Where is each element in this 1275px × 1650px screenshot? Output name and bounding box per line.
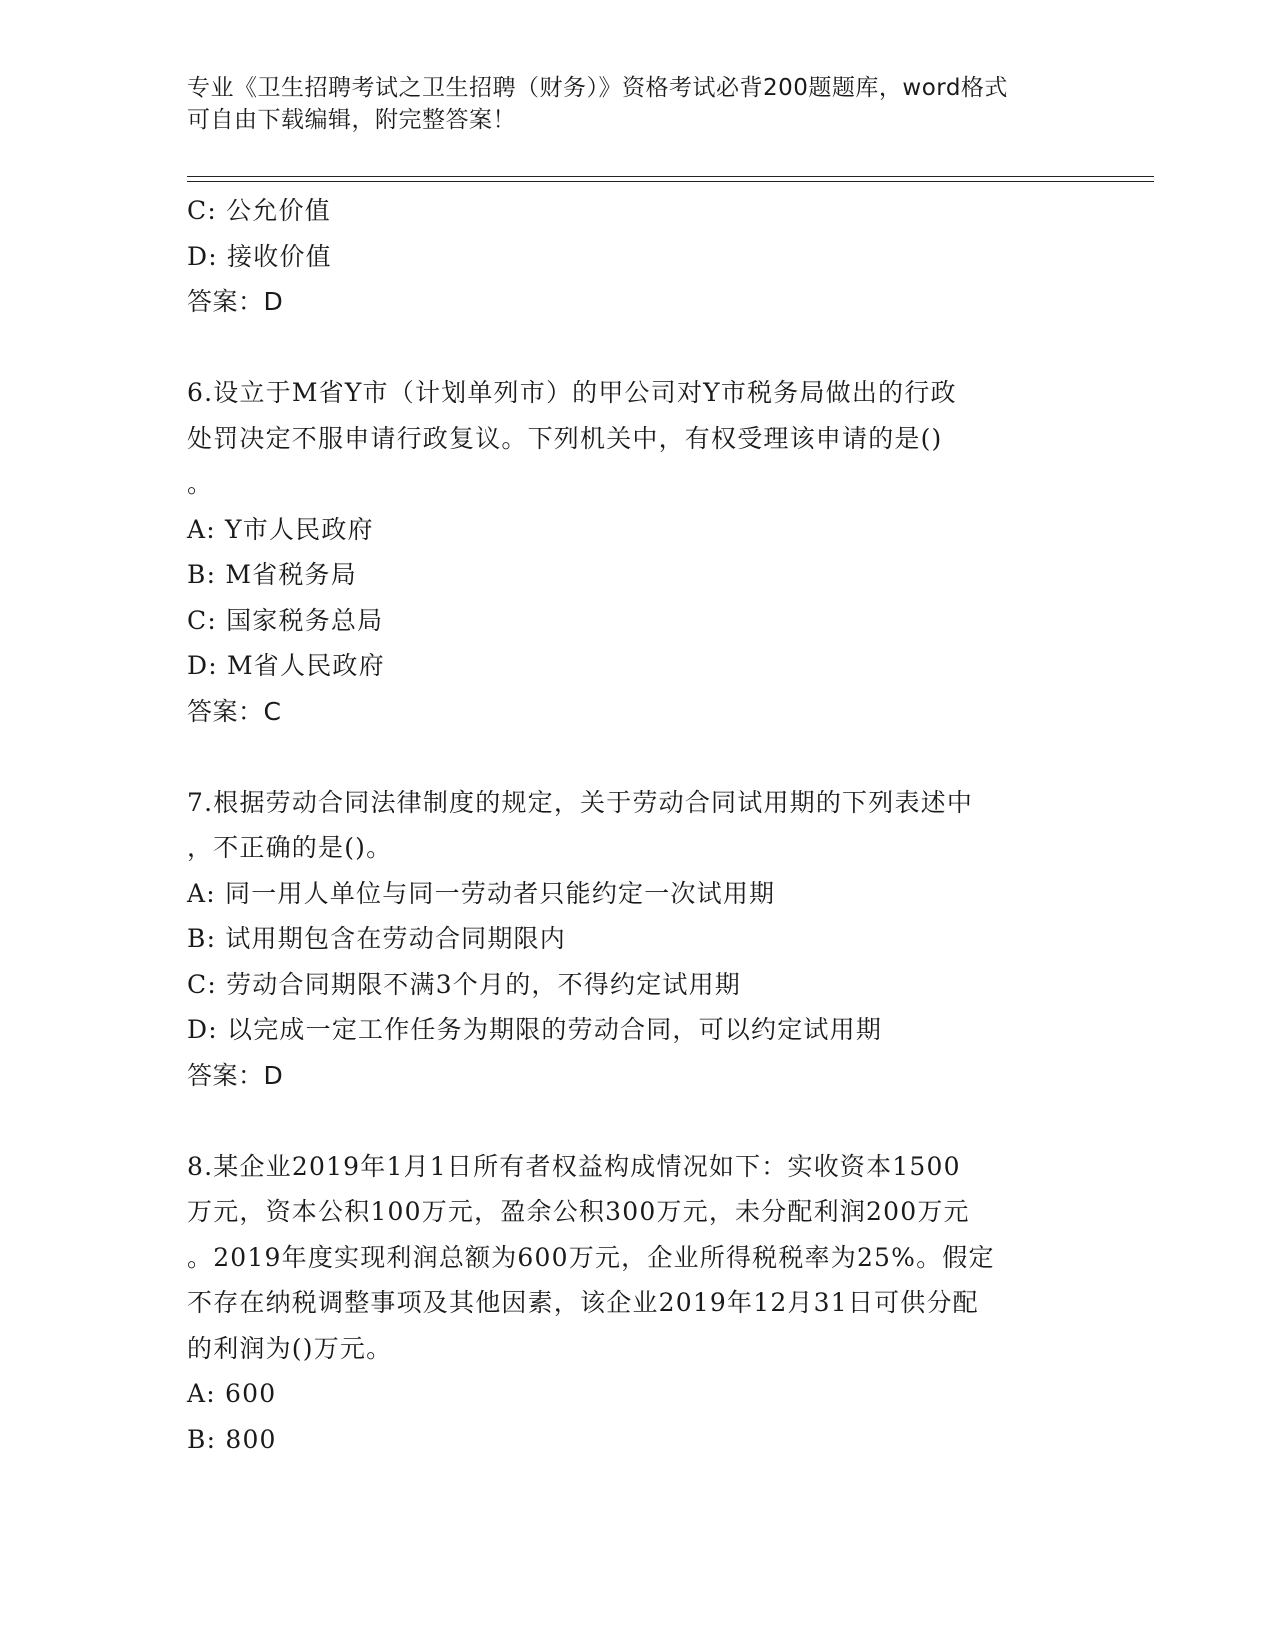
header-line-2: 可自由下载编辑，附完整答案！ (187, 107, 516, 133)
question-7 (187, 780, 1087, 1099)
header-line-1: 专业《卫生招聘考试之卫生招聘（财务）》资格考试必背200题题库，word格式 (187, 75, 1008, 101)
answer-label: 答案：D (187, 1060, 284, 1090)
document-body (187, 188, 1087, 1462)
option-d: D: M省人民政府 (187, 651, 385, 680)
spacer (187, 325, 1087, 371)
document-header (187, 72, 1067, 136)
option-a: A: Y市人民政府 (187, 514, 374, 544)
header-rule-top (187, 176, 1154, 177)
answer-label: 答案：D (187, 287, 284, 316)
option-c: C: 国家税务总局 (187, 605, 384, 635)
option-b: B: 800 (187, 1424, 277, 1454)
header-rule-bottom (187, 181, 1154, 182)
question-text-line: 6.设立于M省Y市（计划单列市）的甲公司对Y市税务局做出的行政 (187, 378, 957, 407)
option-a: A: 同一用人单位与同一劳动者只能约定一次试用期 (187, 878, 776, 908)
question-text-line: 的利润为()万元。 (187, 1333, 393, 1363)
question-text-line: 。 (187, 469, 214, 498)
question-text-line: 不存在纳税调整事项及其他因素，该企业2019年12月31日可供分配 (187, 1288, 979, 1317)
question-text-line: 8.某企业2019年1月1日所有者权益构成情况如下：实收资本1500 (187, 1151, 961, 1181)
question-text-line: 7.根据劳动合同法律制度的规定，关于劳动合同试用期的下列表述中 (187, 787, 974, 817)
answer-label: 答案：C (187, 696, 282, 726)
question-6 (187, 370, 1087, 734)
question-5-continued (187, 188, 1087, 325)
question-text-line: 万元，资本公积100万元，盈余公积300万元，未分配利润200万元 (187, 1197, 970, 1226)
question-text-line: 处罚决定不服申请行政复议。下列机关中，有权受理该申请的是() (187, 423, 943, 453)
question-8 (187, 1144, 1087, 1463)
option-a: A: 600 (187, 1379, 277, 1408)
option-c: C: 劳动合同期限不满3个月的，不得约定试用期 (187, 969, 742, 999)
option-d: D: 接收价值 (187, 241, 332, 271)
question-text-line: ，不正确的是()。 (187, 833, 393, 862)
option-b: B: M省税务局 (187, 560, 357, 589)
spacer (187, 1098, 1087, 1144)
option-c: C: 公允价值 (187, 196, 331, 225)
option-b: B: 试用期包含在劳动合同期限内 (187, 924, 566, 953)
spacer (187, 734, 1087, 780)
question-text-line: 。2019年度实现利润总额为600万元，企业所得税税率为25%。假定 (187, 1242, 995, 1272)
option-d: D: 以完成一定工作任务为期限的劳动合同，可以约定试用期 (187, 1015, 883, 1044)
